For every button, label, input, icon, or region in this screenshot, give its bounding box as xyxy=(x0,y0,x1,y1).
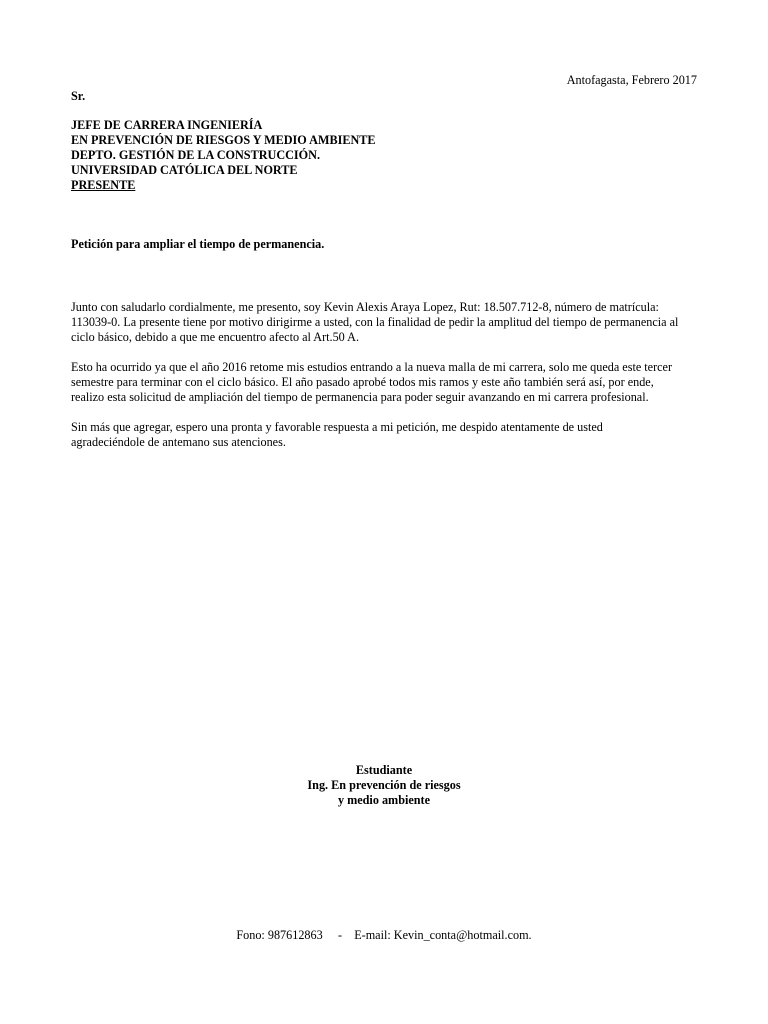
salutation: Sr. xyxy=(71,89,86,103)
letter-subject: Petición para ampliar el tiempo de permanencia. xyxy=(71,237,325,251)
paragraph-line: 113039-0. La presente tiene por motivo dirigirme a usted, con la finalidad de pedir la amplitud del tiempo de permanencia al xyxy=(71,315,679,329)
signature-line: y medio ambiente xyxy=(337,793,431,807)
recipient-line: DEPTO. GESTIÓN DE LA CONSTRUCCIÓN. xyxy=(71,148,320,162)
paragraph-line: semestre para terminar con el ciclo básico. El año pasado aprobé todos mis ramos y este año también será así, por ende, xyxy=(71,375,654,389)
paragraph-line: Esto ha ocurrido ya que el año 2016 retome mis estudios entrando a la nueva malla de mi carrera, solo me queda este tercer xyxy=(71,360,673,374)
recipient-line: EN PREVENCIÓN DE RIESGOS Y MEDIO AMBIENTE xyxy=(71,133,376,147)
footer-separator: - xyxy=(337,928,343,942)
signature-line: Estudiante xyxy=(355,763,413,777)
footer-phone: Fono: 987612863 xyxy=(236,928,323,942)
paragraph-line: Sin más que agregar, espero una pronta y favorable respuesta a mi petición, me despido atentamente de usted xyxy=(71,420,603,434)
recipient-presente: PRESENTE xyxy=(71,178,136,192)
paragraph-2 xyxy=(71,360,699,405)
paragraph-1 xyxy=(71,300,699,345)
paragraph-line: ciclo básico, debido a que me encuentro afecto al Art.50 A. xyxy=(71,330,359,344)
recipient-line: UNIVERSIDAD CATÓLICA DEL NORTE xyxy=(71,163,298,177)
signature-block xyxy=(0,763,768,808)
contact-footer xyxy=(0,928,768,943)
paragraph-3 xyxy=(71,420,699,450)
letter-date: Antofagasta, Febrero 2017 xyxy=(566,73,697,87)
paragraph-line: Junto con saludarlo cordialmente, me presento, soy Kevin Alexis Araya Lopez, Rut: 18.507.712-8, número de matrícula: xyxy=(71,300,659,314)
signature-line: Ing. En prevención de riesgos xyxy=(307,778,461,792)
recipient-block xyxy=(71,118,376,193)
paragraph-line: realizo esta solicitud de ampliación del tiempo de permanencia para poder seguir avanzando en mi carrera profesional. xyxy=(71,390,649,404)
recipient-line: JEFE DE CARRERA INGENIERÍA xyxy=(71,118,263,132)
paragraph-line: agradeciéndole de antemano sus atenciones. xyxy=(71,435,286,449)
footer-email: E-mail: Kevin_conta@hotmail.com. xyxy=(354,928,532,942)
